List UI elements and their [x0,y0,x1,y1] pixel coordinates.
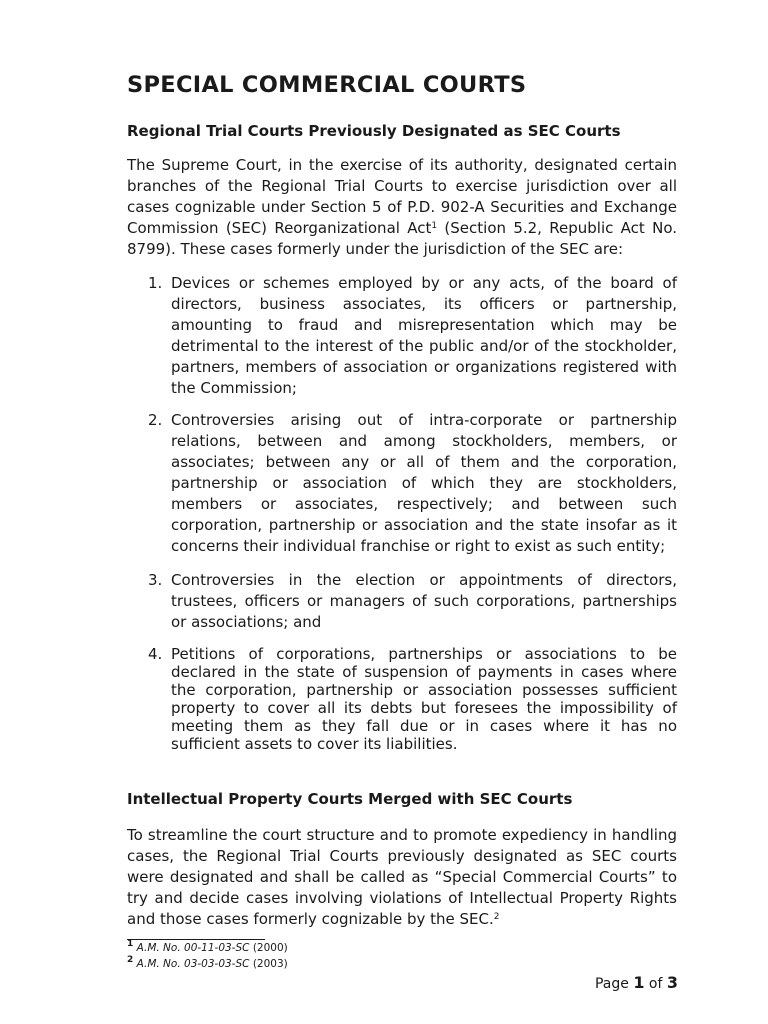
footnote-ref-2: 2 [493,912,500,922]
section-heading-ip-courts: Intellectual Property Courts Merged with SEC Courts [127,790,573,808]
intro-text-continued: (Section 5.2, Republic Act No. 8799). These cases formerly under the jurisdiction of the SEC are: [127,219,678,258]
list-item-number: 1. [148,274,163,292]
list-item-text: Petitions of corporations, partnerships or associations to be declared in the state of suspension of payments in cases where the corporation, partnership or association possesses sufficient property to cover all its debts but foresees the impossibility of meeting them as they fall due or in cases where it has no sufficient assets to cover its liabilities. [171,645,677,753]
footnote-reference: A.M. No. 00-11-03-SC [136,942,250,954]
footnote-separator [127,939,265,940]
page-number [595,973,678,992]
list-item [127,645,677,753]
ip-courts-paragraph [127,825,677,930]
section-heading-sec-courts: Regional Trial Courts Previously Designated as SEC Courts [127,122,621,140]
footnote-mark: 2 [127,955,134,965]
footnote-year: (2003) [252,958,288,970]
list-item-number: 3. [148,571,163,589]
page-current: 1 [633,973,645,992]
list-item [127,410,677,557]
intro-paragraph [127,155,677,260]
footnote-year: (2000) [252,942,288,954]
list-item-number: 4. [148,645,163,663]
list-item-number: 2. [148,411,163,429]
footnote [127,939,288,955]
list-item-text: Devices or schemes employed by or any acts, of the board of directors, business associates, its officers or partnership, amounting to fraud and misrepresentation which may be detrimental to the interest of the public and/or of the stockholder, partners, members of association or organizations registered with the Commission; [171,274,677,397]
page-word: Page [594,976,629,992]
list-item-text: Controversies in the election or appointments of directors, trustees, officers or managers of such corporations, partnerships or associations; and [171,571,677,631]
footnote-mark: 1 [127,939,134,949]
list-item [127,570,677,633]
footnote-reference: A.M. No. 03-03-03-SC [136,958,250,970]
of-word: of [648,976,663,992]
list-item [127,273,677,399]
intro-text: The Supreme Court, in the exercise of its authority, designated certain branches of the Regional Trial Courts to exercise jurisdiction over all cases cognizable under Section 5 of P.D. 902-A Securities and Exchange Commission (SEC) Reorganizational Act [127,156,677,237]
ip-courts-text: To streamline the court structure and to promote expediency in handling cases, the Regional Trial Courts previously designated as SEC courts were designated and shall be called as “Special Commercial Courts” to try and decide cases involving violations of Intellectual Property Rights and those cases formerly cognizable by the SEC. [127,826,677,928]
footnote-ref-1: 1 [431,221,438,231]
list-item-text: Controversies arising out of intra-corporate or partnership relations, between and among stockholders, members, or associates; between any or all of them and the corporation, partnership or association of which they are stockholders, members or associates, respectively; and between such corporation, partnership or association and the state insofar as it concerns their individual franchise or right to exist as such entity; [171,411,677,555]
page-total: 3 [666,973,678,992]
footnote [127,955,288,971]
document-title: SPECIAL COMMERCIAL COURTS [127,72,527,98]
